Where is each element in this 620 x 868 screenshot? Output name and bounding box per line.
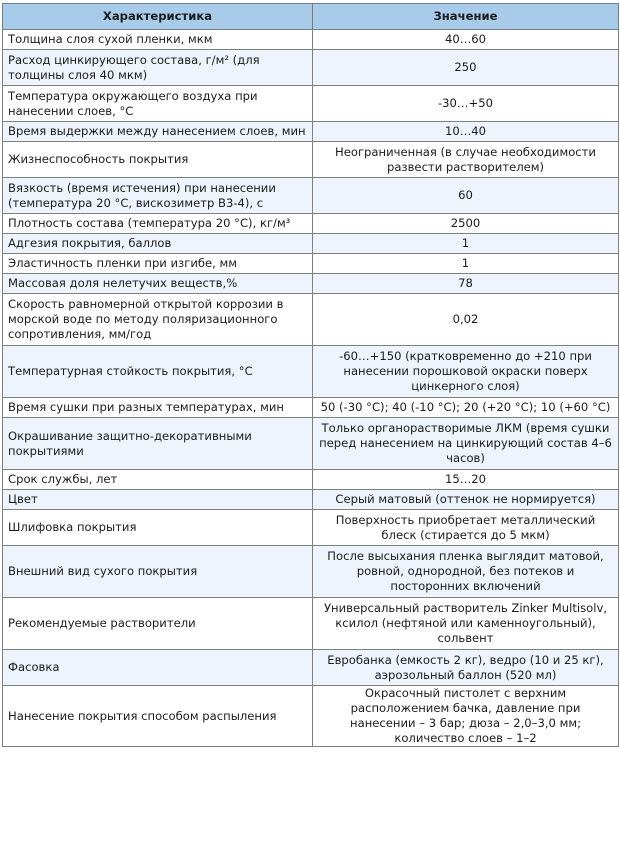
table-row (3, 686, 619, 747)
row-value: 250 (313, 50, 619, 86)
table-row (3, 142, 619, 178)
table-row (3, 598, 619, 650)
row-value: После высыхания пленка выглядит матовой, ровной, однородной, без потеков и посторонних включений (313, 546, 619, 598)
row-value: -60…+150 (кратковременно до +210 при нанесении порошковой окраски поверх цинкерного слоя) (313, 346, 619, 398)
row-characteristic: Вязкость (время истечения) при нанесении (температура 20 °С, вискозиметр В3-4), с (3, 178, 313, 214)
row-characteristic: Температура окружающего воздуха при нанесении слоев, °С (3, 86, 313, 122)
table-row (3, 30, 619, 50)
header-characteristic: Характеристика (3, 4, 313, 30)
row-characteristic: Плотность состава (температура 20 °С), кг/м³ (3, 214, 313, 234)
row-value: Окрасочный пистолет с верхним расположением бачка, давление при нанесении – 3 бар; дюза – 2,0–3,0 мм; количество слоев – 1–2 (313, 686, 619, 747)
row-value: Серый матовый (оттенок не нормируется) (313, 490, 619, 510)
table-row (3, 294, 619, 346)
table-row (3, 254, 619, 274)
row-characteristic: Расход цинкирующего состава, г/м² (для толщины слоя 40 мкм) (3, 50, 313, 86)
row-value: Поверхность приобретает металлический блеск (стирается до 5 мкм) (313, 510, 619, 546)
row-value: Евробанка (емкость 2 кг), ведро (10 и 25 кг), аэрозольный баллон (520 мл) (313, 650, 619, 686)
table-row (3, 122, 619, 142)
table-row (3, 50, 619, 86)
row-characteristic: Скорость равномерной открытой коррозии в морской воде по методу поляризационного сопротивления, мм/год (3, 294, 313, 346)
row-characteristic: Нанесение покрытия способом распыления (3, 686, 313, 747)
table-row (3, 86, 619, 122)
row-value: 0,02 (313, 294, 619, 346)
row-characteristic: Фасовка (3, 650, 313, 686)
row-value: 60 (313, 178, 619, 214)
row-value: 1 (313, 234, 619, 254)
table-row (3, 234, 619, 254)
row-value: 1 (313, 254, 619, 274)
table-header-row (3, 4, 619, 30)
row-characteristic: Температурная стойкость покрытия, °С (3, 346, 313, 398)
row-characteristic: Рекомендуемые растворители (3, 598, 313, 650)
table-row (3, 490, 619, 510)
table-row (3, 398, 619, 418)
spec-table (2, 3, 619, 747)
header-value: Значение (313, 4, 619, 30)
row-characteristic: Эластичность пленки при изгибе, мм (3, 254, 313, 274)
table-row (3, 178, 619, 214)
row-characteristic: Окрашивание защитно-декоративными покрытиями (3, 418, 313, 470)
table-row (3, 418, 619, 470)
row-characteristic: Жизнеспособность покрытия (3, 142, 313, 178)
row-value: 15…20 (313, 470, 619, 490)
table-row (3, 546, 619, 598)
row-characteristic: Время выдержки между нанесением слоев, мин (3, 122, 313, 142)
row-value: 2500 (313, 214, 619, 234)
table-row (3, 346, 619, 398)
row-value: 10…40 (313, 122, 619, 142)
table-row (3, 470, 619, 490)
row-characteristic: Массовая доля нелетучих веществ,% (3, 274, 313, 294)
row-characteristic: Внешний вид сухого покрытия (3, 546, 313, 598)
row-value: 78 (313, 274, 619, 294)
row-characteristic: Шлифовка покрытия (3, 510, 313, 546)
table-row (3, 510, 619, 546)
row-characteristic: Толщина слоя сухой пленки, мкм (3, 30, 313, 50)
row-value: Универсальный растворитель Zinker Multisolv, ксилол (нефтяной или каменноугольный), сольвент (313, 598, 619, 650)
row-value: -30…+50 (313, 86, 619, 122)
row-value: 40…60 (313, 30, 619, 50)
table-row (3, 214, 619, 234)
row-characteristic: Время сушки при разных температурах, мин (3, 398, 313, 418)
row-value: Неограниченная (в случае необходимости развести растворителем) (313, 142, 619, 178)
row-value: Только органорастворимые ЛКМ (время сушки перед нанесением на цинкирующий состав 4–6 часов) (313, 418, 619, 470)
row-characteristic: Цвет (3, 490, 313, 510)
table-row (3, 650, 619, 686)
row-value: 50 (-30 °С); 40 (-10 °С); 20 (+20 °С); 10 (+60 °С) (313, 398, 619, 418)
row-characteristic: Адгезия покрытия, баллов (3, 234, 313, 254)
row-characteristic: Срок службы, лет (3, 470, 313, 490)
table-row (3, 274, 619, 294)
